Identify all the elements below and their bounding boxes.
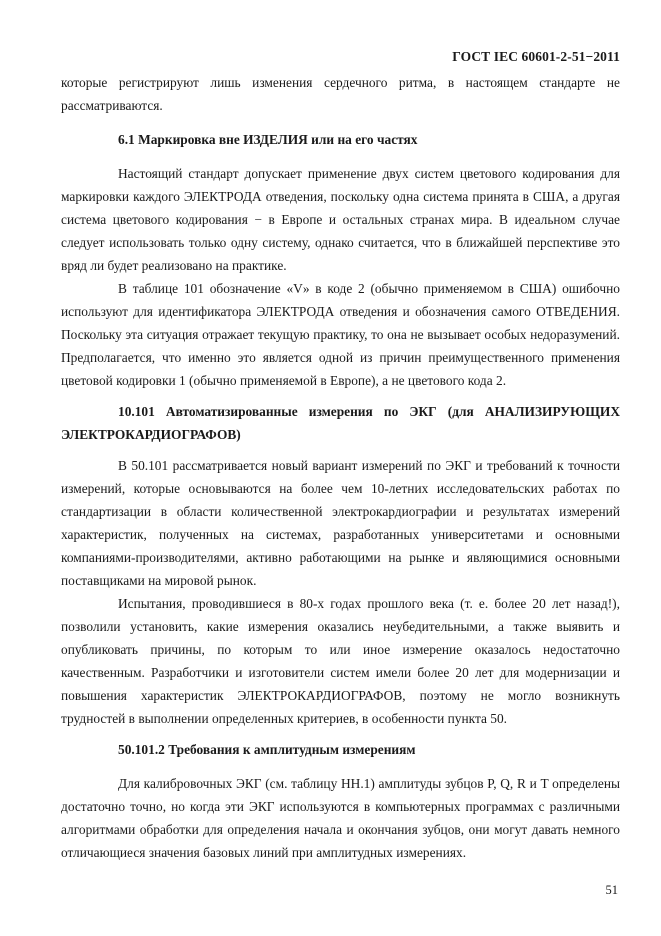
document-body [61, 71, 620, 864]
paragraph-continued: которые регистрируют лишь изменения сердечного ритма, в настоящем стандарте не рассматриваются. [61, 75, 620, 113]
paragraph: В 50.101 рассматривается новый вариант измерений по ЭКГ и требований к точности измерений, которые основываются на более чем 10-летних исследовательских работах по стандартизации в области количественной электрокардиографии и результатах измерений характеристик, полученных на системах, разработанных университетами и основными компаниями-производителями, активно работающими на рынке и являющимися основными поставщиками на мировой рынок. [61, 458, 620, 588]
paragraph: Настоящий стандарт допускает применение двух систем цветового кодирования для маркировки каждого ЭЛЕКТРОДА отведения, поскольку одна система принята в США, а другая система цветового кодирования − в Европе и остальных странах мира. В идеальном случае следует использовать только одну систему, однако считается, что в ближайшей перспективе это вряд ли будет реализовано на практике. [61, 166, 620, 273]
section-heading-50-101-2: 50.101.2 Требования к амплитудным измерениям [118, 742, 416, 757]
section-heading-10-101: 10.101 Автоматизированные измерения по ЭКГ (для АНАЛИЗИРУЮЩИХ ЭЛЕКТРОКАРДИОГРАФОВ) [61, 404, 620, 442]
page-number: 51 [605, 883, 618, 897]
paragraph: В таблице 101 обозначение «V» в коде 2 (обычно применяемом в США) ошибочно используют для идентификатора ЭЛЕКТРОДА отведения и обозначения самого ОТВЕДЕНИЯ. Поскольку эта ситуация отражает текущую практику, то она не вызывает особых недоразумений. Предполагается, что именно это является одной из причин преимущественного применения цветовой кодировки 1 (обычно применяемой в Европе), а не цветового кода 2. [61, 281, 620, 388]
paragraph: Для калибровочных ЭКГ (см. таблицу НН.1) амплитуды зубцов P, Q, R и T определены достаточно точно, но когда эти ЭКГ используются в компьютерных программах с различными алгоритмами обработки для определения начала и окончания зубцов, они могут давать немного отличающиеся значения базовых линий при амплитудных измерениях. [61, 776, 620, 860]
document-header: ГОСТ IEC 60601-2-51−2011 [452, 49, 620, 64]
paragraph: Испытания, проводившиеся в 80-х годах прошлого века (т. е. более 20 лет назад!), позволили установить, какие измерения оказались неубедительными, а также выявить и опубликовать причины, по которым то или иное измерение оказалось недостаточно качественным. Разработчики и изготовители систем имели более 20 лет для модернизации и повышения характеристик ЭЛЕКТРОКАРДИОГРАФОВ, поэтому не могло возникнуть трудностей в выполнении определенных критериев, в особенности пункта 50. [61, 596, 620, 726]
section-heading-6-1: 6.1 Маркировка вне ИЗДЕЛИЯ или на его частях [118, 132, 418, 147]
